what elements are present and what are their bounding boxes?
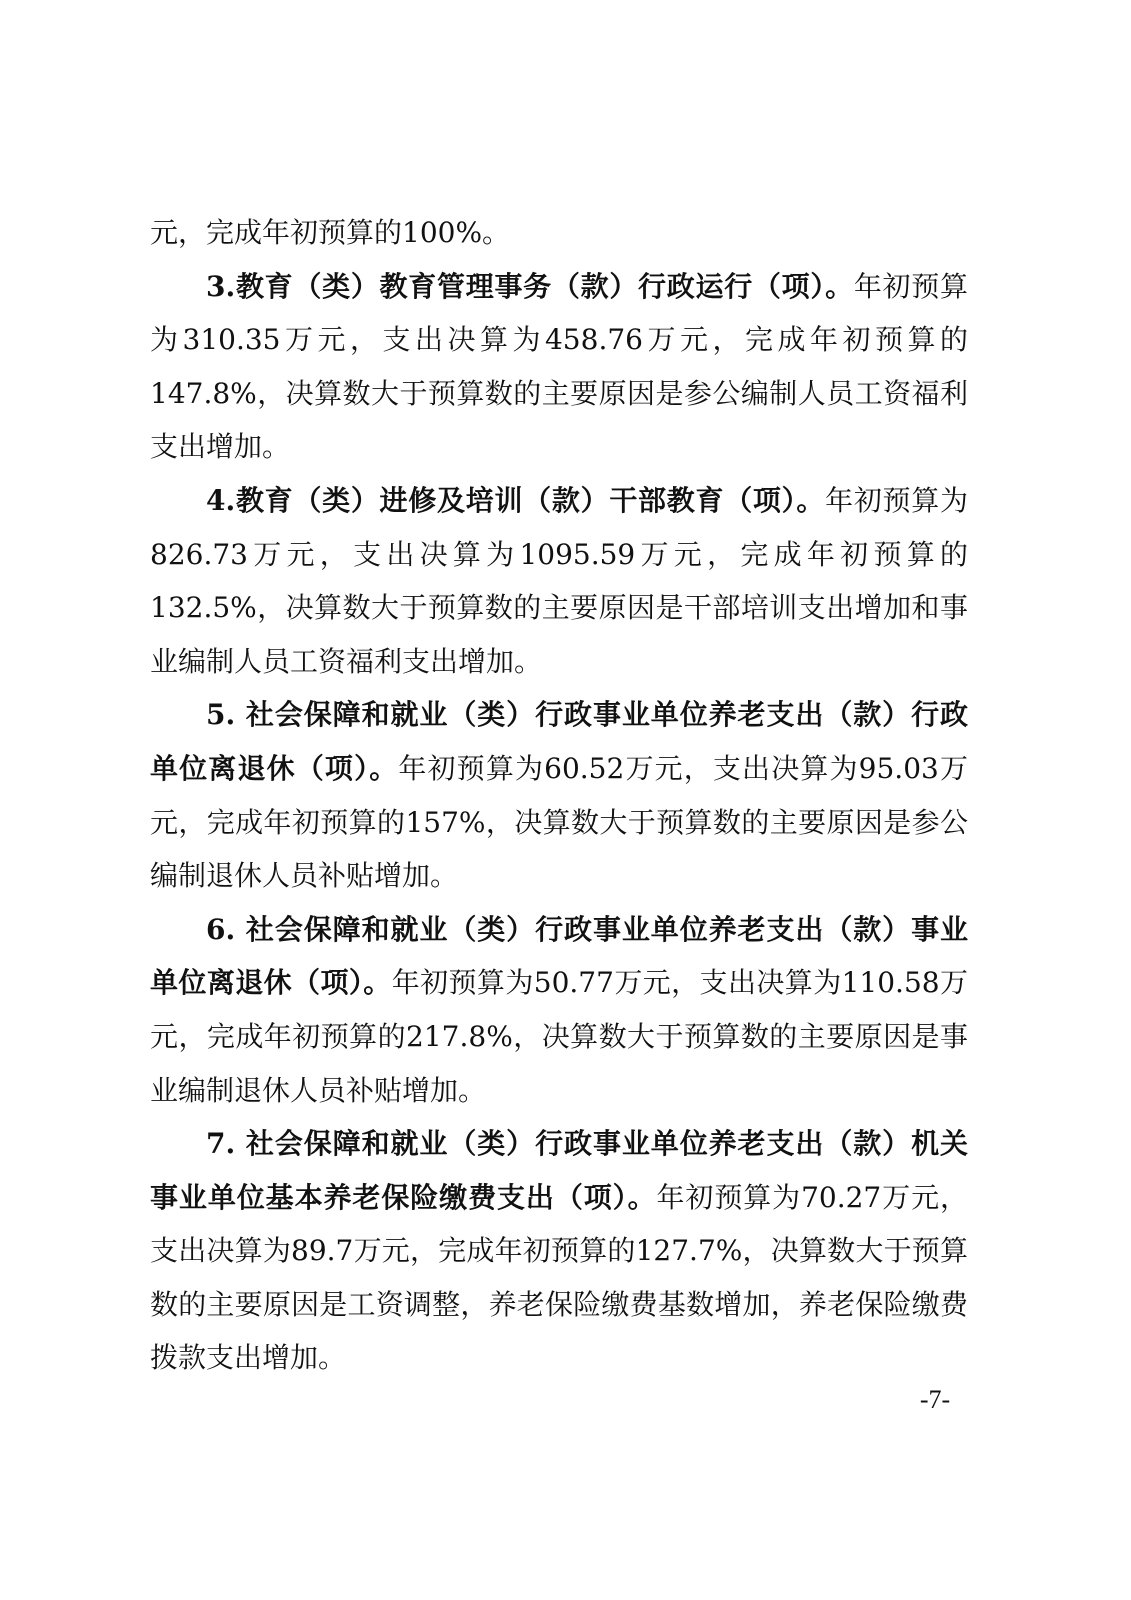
item-body-3: 年初预算为310.35万元，支出决算为458.76万元，完成年初预算的147.8%，决算数大于预算数的主要原因是参公编制人员工资福利支出增加。 bbox=[150, 269, 968, 464]
item-heading-6: 6. 社会保障和就业（类）行政事业单位养老支出（款）事业单位离退休（项）。 bbox=[150, 912, 968, 1000]
item-paragraph-6 bbox=[150, 903, 968, 1117]
item-paragraph-7 bbox=[150, 1117, 968, 1385]
page-number: -7- bbox=[919, 1385, 951, 1414]
document-body bbox=[150, 206, 968, 1385]
item-heading-5: 5. 社会保障和就业（类）行政事业单位养老支出（款）行政单位离退休（项）。 bbox=[150, 698, 968, 785]
item-paragraph-4 bbox=[150, 474, 968, 688]
item-body-6: 年初预算为50.77万元，支出决算为110.58万元，完成年初预算的217.8%，决算数大于预算数的主要原因是事业编制退休人员补贴增加。 bbox=[150, 966, 968, 1107]
item-paragraph-5 bbox=[150, 688, 968, 902]
item-body-7: 年初预算为70.27万元，支出决算为89.7万元，完成年初预算的127.7%，决算数大于预算数的主要原因是工资调整，养老保险缴费基数增加，养老保险缴费拨款支出增加。 bbox=[150, 1180, 968, 1375]
item-paragraph-3 bbox=[150, 260, 968, 474]
continuation-paragraph: 元，完成年初预算的100%。 bbox=[150, 216, 511, 249]
item-heading-4: 4.教育（类）进修及培训（款）干部教育（项）。 bbox=[206, 483, 826, 517]
item-body-4: 年初预算为826.73万元，支出决算为1095.59万元，完成年初预算的132.5%，决算数大于预算数的主要原因是干部培训支出增加和事业编制人员工资福利支出增加。 bbox=[150, 483, 968, 678]
item-body-5: 年初预算为60.52万元，支出决算为95.03万元，完成年初预算的157%，决算数大于预算数的主要原因是参公编制退休人员补贴增加。 bbox=[150, 751, 968, 893]
item-heading-7: 7. 社会保障和就业（类）行政事业单位养老支出（款）机关事业单位基本养老保险缴费支出（项）。 bbox=[150, 1127, 968, 1214]
item-heading-3: 3.教育（类）教育管理事务（款）行政运行（项）。 bbox=[206, 269, 854, 303]
